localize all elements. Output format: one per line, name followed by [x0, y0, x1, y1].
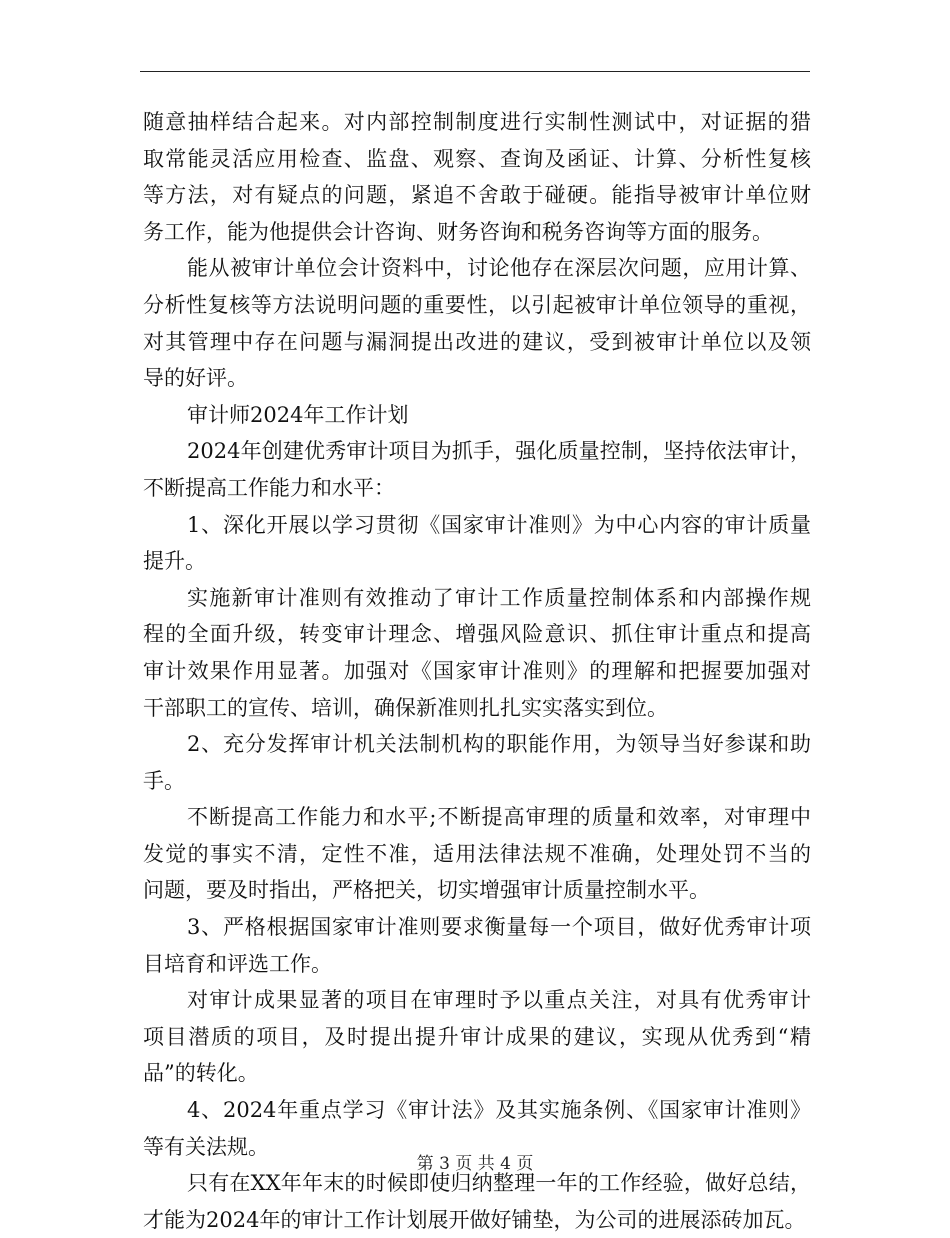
text-line: 等有关法规。 [143, 1134, 269, 1159]
page-number: 第 3 页 共 4 页 [416, 1154, 534, 1174]
text-line: 不断提高工作能力和水平： [143, 475, 395, 500]
text-line: 才能为2024年的审计工作计划展开做好铺垫，为公司的进展添砖加瓦。 [143, 1207, 806, 1232]
text-line: 问题，要及时指出，严格把关，切实增强审计质量控制水平。 [143, 878, 710, 903]
text-line: 干部职工的宣传、培训，确保新准则扎扎实实落实到位。 [143, 695, 668, 720]
text-line: 导的好评。 [143, 366, 248, 391]
text-line: 审计师2024年工作计划 [187, 402, 409, 427]
text-line: 项目潜质的项目，及时提出提升审计成果的建议，实现从优秀到“精 [143, 1024, 811, 1049]
text-line: 3、严格根据国家审计准则要求衡量每一个项目，做好优秀审计项 [187, 915, 811, 940]
text-line: 对其管理中存在问题与漏洞提出改进的建议，受到被审计单位以及领 [143, 329, 811, 354]
text-line: 发觉的事实不清，定性不准，适用法律法规不准确，处理处罚不当的 [143, 841, 811, 866]
text-line: 取常能灵活应用检查、监盘、观察、查询及函证、计算、分析性复核 [143, 146, 811, 171]
text-line: 审计效果作用显著。加强对《国家审计准则》的理解和把握要加强对 [143, 658, 811, 683]
text-line: 能从被审计单位会计资料中，讨论他存在深层次问题，应用计算、 [187, 256, 811, 281]
text-line: 2024年创建优秀审计项目为抓手，强化质量控制，坚持依法审计， [187, 439, 811, 464]
text-line: 对审计成果显著的项目在审理时予以重点关注，对具有优秀审计 [187, 988, 811, 1013]
text-line: 目培育和评选工作。 [143, 951, 332, 976]
text-line: 品”的转化。 [143, 1061, 259, 1086]
text-line: 分析性复核等方法说明问题的重要性，以引起被审计单位领导的重视， [143, 292, 811, 317]
page-footer [0, 1152, 950, 1176]
text-line: 随意抽样结合起来。对内部控制制度进行实制性测试中，对证据的猎 [143, 110, 811, 134]
text-line: 手。 [143, 768, 185, 793]
text-line: 程的全面升级，转变审计理念、增强风险意识、抓住审计重点和提高 [143, 622, 811, 647]
text-line: 等方法，对有疑点的问题，紧追不舍敢于碰硬。能指导被审计单位财 [143, 183, 811, 208]
text-line: 2、充分发挥审计机关法制机构的职能作用，为领导当好参谋和助 [187, 732, 811, 757]
text-line: 只有在XX年年末的时候即使归纳整理一年的工作经验，做好总结， [187, 1171, 811, 1196]
text-line: 1、深化开展以学习贯彻《国家审计准则》为中心内容的审计质量 [187, 512, 811, 537]
text-line: 实施新审计准则有效推动了审计工作质量控制体系和内部操作规 [187, 585, 811, 610]
text-line: 4、2024年重点学习《审计法》及其实施条例、《国家审计准则》 [187, 1098, 811, 1123]
text-line: 提升。 [143, 549, 206, 574]
text-line: 务工作，能为他提供会计咨询、财务咨询和税务咨询等方面的服务。 [143, 219, 773, 244]
text-line: 不断提高工作能力和水平;不断提高审理的质量和效率，对审理中 [187, 805, 811, 830]
header-rule [140, 71, 810, 72]
document-body [143, 104, 811, 1238]
